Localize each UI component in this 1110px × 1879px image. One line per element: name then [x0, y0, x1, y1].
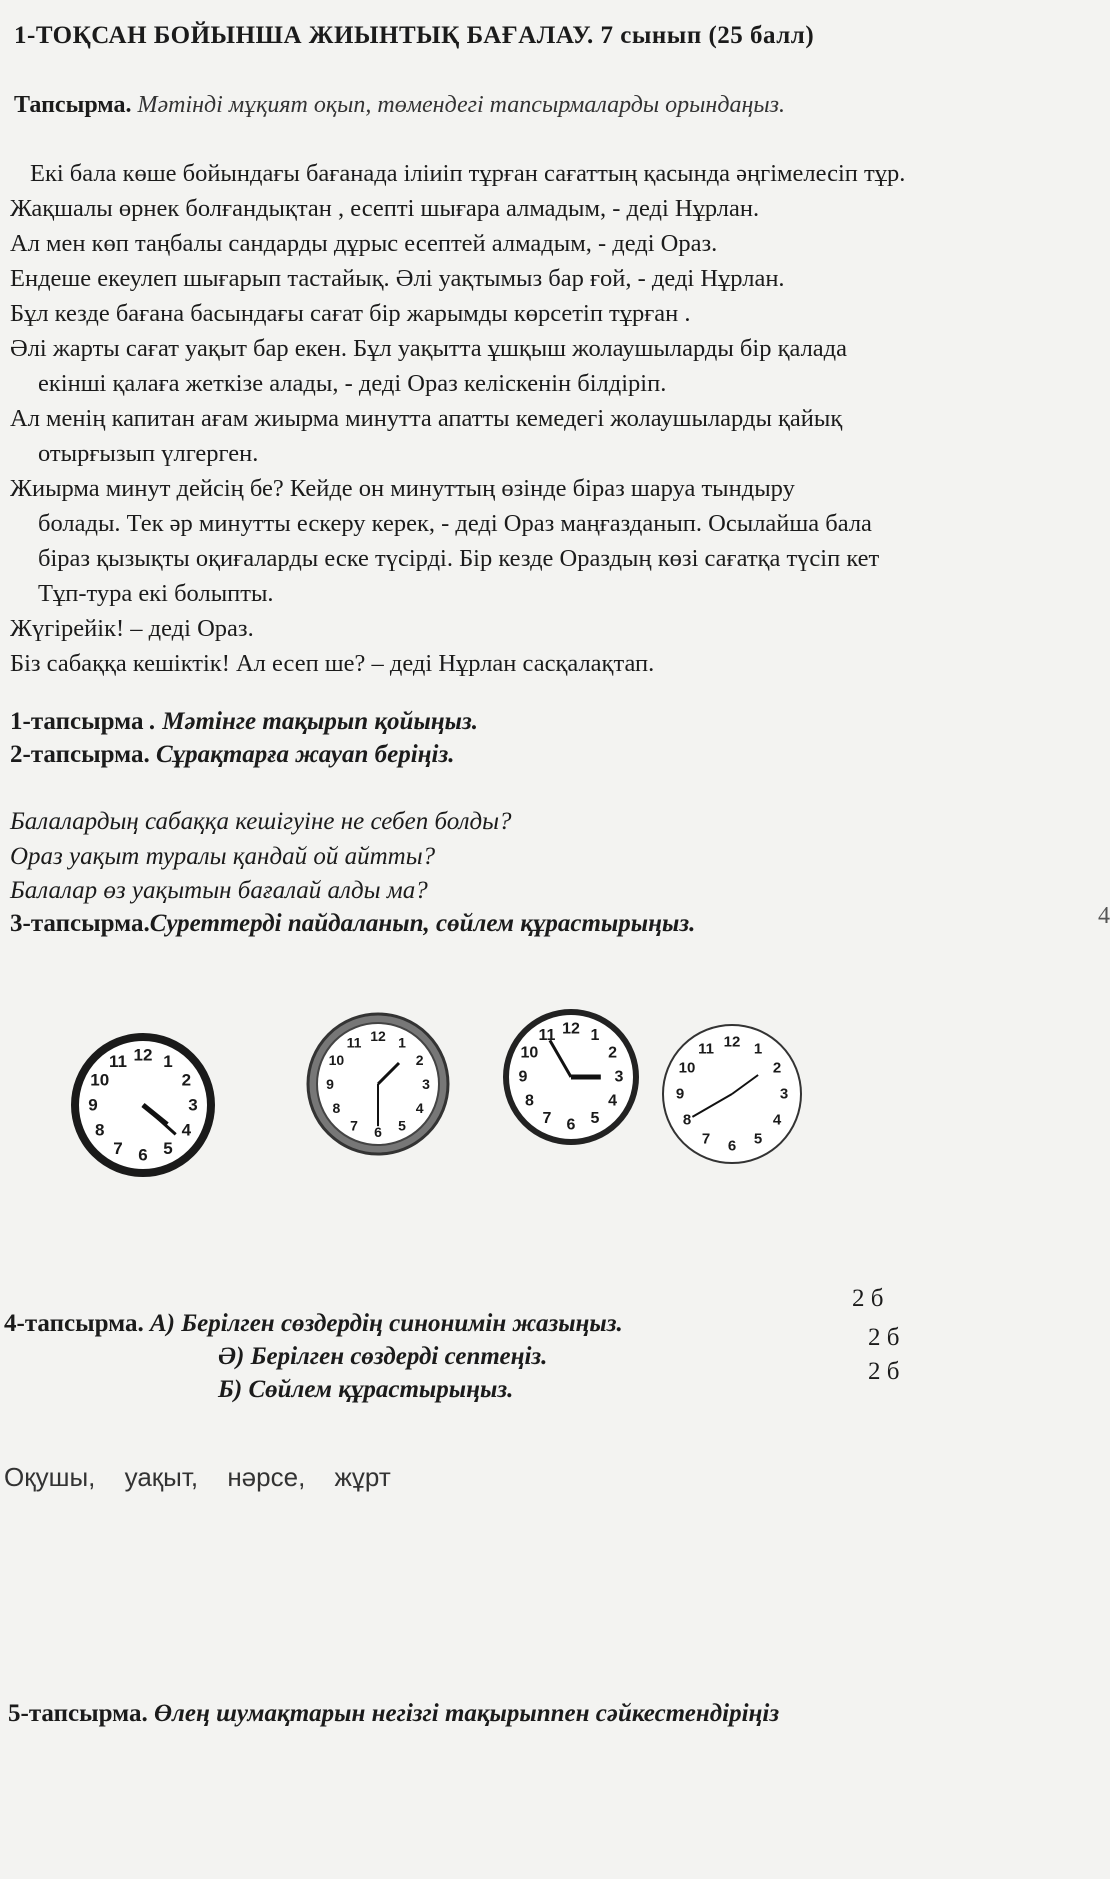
clock-numeral: 1 [163, 1052, 173, 1072]
clock-numeral: 6 [727, 1137, 737, 1155]
task-1-text: . Мәтінге тақырып қойыңыз. [149, 708, 479, 735]
task-5-label: 5-тапсырма. [8, 1700, 148, 1727]
story-line: Әлі жарты сағат уақыт бар екен. Бұл уақытта ұшқыш жолаушыларды бір қалада [10, 335, 848, 362]
clock-numeral: 10 [678, 1059, 696, 1077]
clock-numeral: 8 [524, 1092, 534, 1110]
clock-numeral: 8 [682, 1111, 692, 1129]
clock-numeral: 11 [346, 1034, 362, 1051]
question-3: Балалар өз уақытын бағалай алды ма? [10, 877, 428, 904]
clock-numeral: 4 [772, 1111, 782, 1129]
clock-numeral: 7 [542, 1110, 552, 1128]
clock-numeral: 12 [370, 1028, 386, 1044]
clock-3 [500, 1006, 642, 1148]
clock-numeral: 5 [163, 1138, 173, 1158]
task-3-label: 3-тапсырма. [10, 910, 150, 937]
clock-numeral: 5 [753, 1130, 763, 1148]
clock-numeral: 9 [675, 1085, 685, 1103]
task-1 [10, 708, 478, 736]
story-line: біраз қызықты оқиғаларды еске түсірді. Бір кезде Ораздың көзі сағатқа түсіп кет [38, 545, 880, 572]
story-line: Ендеше екеулеп шығарып тастайық. Әлі уақтымыз бар ғой, - деді Нұрлан. [10, 265, 785, 292]
story-line: Ал менің капитан ағам жиырма минутта апатты кемедегі жолаушыларды қайық [10, 405, 843, 432]
clock-numeral: 6 [138, 1145, 148, 1165]
clock-numeral: 7 [113, 1138, 123, 1158]
clock-numeral: 11 [109, 1052, 127, 1072]
story-text [10, 156, 1108, 681]
clock-numeral: 10 [520, 1044, 539, 1062]
clock-numeral: 2 [772, 1059, 782, 1077]
clock-numeral: 9 [326, 1076, 334, 1092]
task-4-c-line [218, 1376, 513, 1404]
clock-numeral: 4 [415, 1100, 424, 1116]
task-4 [4, 1310, 623, 1338]
clock-numeral: 12 [723, 1033, 741, 1051]
clock-numeral: 2 [181, 1070, 192, 1090]
task-4-c: Б) Сөйлем құрастырыңыз. [218, 1376, 514, 1403]
task-2 [10, 741, 455, 769]
question-2: Ораз уақыт туралы қандай ой айтты? [10, 843, 436, 870]
story-line: Жүгірейік! – деді Ораз. [10, 615, 254, 642]
clock-numeral: 1 [398, 1034, 406, 1051]
clock-numeral: 7 [701, 1130, 711, 1148]
task-1-label: 1-тапсырма [10, 708, 144, 735]
word-item: нәрсе, [227, 1462, 306, 1492]
clock-numeral: 3 [779, 1085, 789, 1103]
word-item: уақыт, [124, 1462, 199, 1492]
page-title: 1-ТОҚСАН БОЙЫНША ЖИЫНТЫҚ БАҒАЛАУ. 7 сынып (25 балл) [14, 22, 815, 49]
clock-numeral: 8 [332, 1100, 341, 1116]
word-item: жұрт [334, 1462, 391, 1492]
story-line: екінші қалаға жеткізе алады, - деді Ораз келіскенін білдіріп. [38, 370, 667, 397]
clock-numeral: 3 [614, 1068, 624, 1086]
clock-numeral: 10 [328, 1052, 345, 1068]
instruction-label: Тапсырма. [14, 92, 132, 118]
clock-numeral: 8 [94, 1120, 105, 1140]
points-c: 2 б [868, 1358, 900, 1385]
story-line: Екі бала көше бойындағы бағанада іліиіп тұрған сағаттың қасында әңгімелесіп тұр. [30, 160, 906, 187]
task-2-label: 2-тапсырма. [10, 741, 150, 768]
clock-numeral: 2 [415, 1052, 424, 1068]
clock-numeral: 9 [88, 1095, 98, 1115]
points-a: 2 б [852, 1285, 884, 1312]
story-line: отырғызып үлгерген. [38, 440, 259, 467]
task-4-b: Ә) Берілген сөздерді септеңіз. [218, 1343, 548, 1370]
story-line: Тұп-тура екі болыпты. [38, 580, 274, 607]
clock-numeral: 11 [698, 1040, 714, 1058]
clock-1 [70, 1032, 216, 1178]
instruction-text: Мәтінді мұқият оқып, төмендегі тапсырмаларды орындаңыз. [137, 92, 785, 118]
points-b: 2 б [868, 1324, 900, 1351]
story-line: Жиырма минут дейсің бе? Кейде он минуттың өзінде біраз шаруа тындыру [10, 475, 795, 502]
story-line: Бұл кезде бағана басындағы сағат бір жарымды көрсетіп тұрған . [10, 300, 691, 327]
task-5-text: Өлең шумақтарын негізгі тақырыппен сәйкестендіріңіз [153, 1700, 780, 1727]
clock-numeral: 3 [188, 1095, 198, 1115]
story-line: Жақшалы өрнек болғандықтан , есепті шығара алмадым, - деді Нұрлан. [10, 195, 760, 222]
margin-mark: 4 [1098, 903, 1110, 929]
story-line: болады. Тек әр минутты ескеру керек, - деді Ораз маңғазданып. Осылайша бала [38, 510, 872, 537]
clock-4 [660, 1022, 804, 1166]
clock-numeral: 4 [608, 1092, 618, 1110]
clock-numeral: 12 [562, 1020, 580, 1038]
clock-2 [304, 1010, 452, 1158]
task-3 [10, 910, 695, 938]
task-4-a: А) Берілген сөздердің синонимін жазыңыз. [149, 1310, 623, 1337]
clock-numeral: 6 [566, 1116, 576, 1134]
clock-numeral: 1 [753, 1040, 763, 1058]
clock-numeral: 5 [398, 1117, 406, 1134]
clock-numeral: 7 [350, 1117, 358, 1134]
clock-numeral: 9 [518, 1068, 528, 1086]
instruction-line [14, 92, 785, 119]
task-4-b-line [218, 1343, 547, 1371]
task-3-text: Суреттерді пайдаланып, сөйлем құрастырыңыз. [149, 910, 696, 937]
story-line: Біз сабаққа кешіктік! Ал есеп ше? – деді Нұрлан сасқалақтап. [10, 650, 655, 677]
task-5 [8, 1700, 779, 1728]
story-line: Ал мен көп таңбалы сандарды дұрыс есептей алмадым, - деді Ораз. [10, 230, 718, 257]
clock-numeral: 1 [590, 1026, 600, 1044]
task-4-label: 4-тапсырма. [4, 1310, 144, 1337]
clock-numeral: 10 [90, 1070, 110, 1090]
clock-numeral: 5 [590, 1110, 600, 1128]
clock-numeral: 6 [374, 1124, 382, 1140]
clock-numeral: 12 [133, 1045, 153, 1065]
word-item: Оқушы, [4, 1462, 96, 1492]
task-2-text: Сұрақтарға жауап беріңіз. [155, 741, 455, 768]
clock-numeral: 4 [181, 1120, 192, 1140]
clock-numeral: 11 [538, 1026, 556, 1044]
clock-numeral: 2 [608, 1044, 618, 1062]
word-list [4, 1462, 413, 1493]
clock-numeral: 3 [422, 1076, 430, 1092]
question-1: Балалардың сабаққа кешігуіне не себеп болды? [10, 808, 512, 835]
